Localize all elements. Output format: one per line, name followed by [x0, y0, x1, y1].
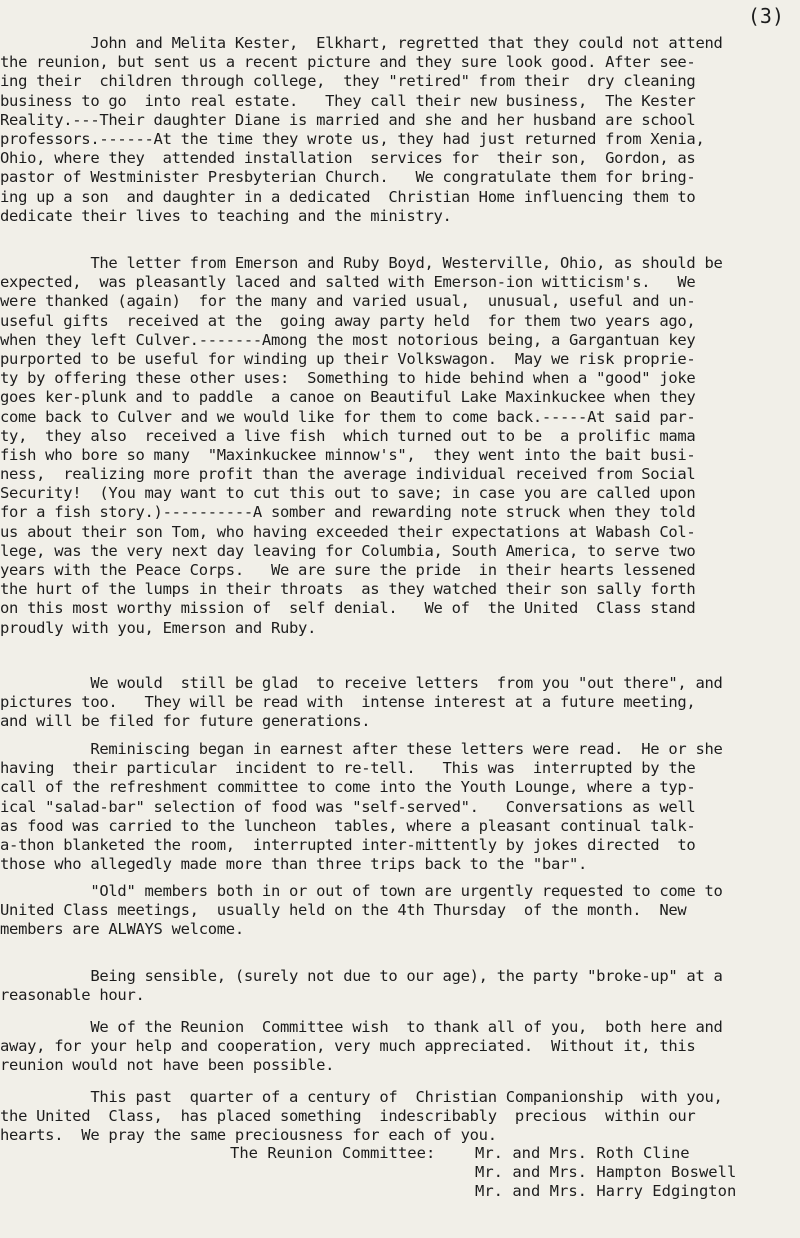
text-line: dedicate their lives to teaching and the ministry.	[0, 206, 452, 225]
text-line: those who allegedly made more than three trips back to the "bar".	[0, 855, 588, 874]
text-line: ing their children through college, they "retired" from their dry cleaning	[0, 72, 696, 91]
paragraph	[0, 1088, 800, 1146]
text-line: professors.------At the time they wrote us, they had just returned from Xenia,	[0, 129, 705, 148]
text-line: us about their son Tom, who having exceeded their expectations at Wabash Col-	[0, 522, 696, 541]
text-line: expected, was pleasantly laced and salted with Emerson-ion witticism's. We	[0, 273, 696, 292]
paragraph	[0, 967, 800, 1005]
text-line: fish who bore so many "Maxinkuckee minnow's", they went into the bait busi-	[0, 445, 696, 464]
text-line: Reminiscing began in earnest after these letters were read. He or she	[0, 740, 723, 758]
text-line: pastor of Westminister Presbyterian Church. We congratulate them for bring-	[0, 168, 696, 187]
paragraph	[0, 674, 800, 732]
text-line: business to go into real estate. They call their new business, The Kester	[0, 91, 696, 110]
text-line: We would still be glad to receive letters from you "out there", and	[0, 674, 723, 692]
page-number: (3)	[747, 4, 784, 28]
text-line: Security! (You may want to cut this out to save; in case you are called upon	[0, 484, 696, 503]
text-line: The letter from Emerson and Ruby Boyd, Westerville, Ohio, as should be	[0, 254, 723, 272]
paragraph	[0, 34, 800, 226]
signature-row	[0, 1182, 800, 1201]
signatory-name: Mr. and Mrs. Harry Edgington	[475, 1182, 737, 1201]
text-line: pictures too. They will be read with intense interest at a future meeting,	[0, 693, 696, 712]
text-line: the hurt of the lumps in their throats as they watched their son sally forth	[0, 580, 696, 599]
signatory-name: Mr. and Mrs. Roth Cline	[475, 1144, 690, 1162]
text-line: as food was carried to the luncheon tables, where a pleasant continual talk-	[0, 816, 696, 835]
text-line: ty, they also received a live fish which turned out to be a prolific mama	[0, 426, 696, 445]
text-line: a-thon blanketed the room, interrupted inter-mittently by jokes directed to	[0, 835, 696, 854]
paragraph	[0, 882, 800, 940]
text-line: goes ker-plunk and to paddle a canoe on Beautiful Lake Maxinkuckee when they	[0, 388, 696, 407]
text-line: useful gifts received at the going away party held for them two years ago,	[0, 311, 696, 330]
text-line: on this most worthy mission of self denial. We of the United Class stand	[0, 599, 696, 618]
text-line: and will be filed for future generations.	[0, 712, 371, 731]
signature-row	[0, 1144, 800, 1163]
text-line: proudly with you, Emerson and Ruby.	[0, 618, 317, 637]
text-line: We of the Reunion Committee wish to thank all of you, both here and	[0, 1018, 723, 1036]
text-line: years with the Peace Corps. We are sure the pride in their hearts lessened	[0, 561, 696, 579]
text-line: Ohio, where they attended installation services for their son, Gordon, as	[0, 149, 696, 168]
signature-label: The Reunion Committee:	[230, 1144, 436, 1162]
text-line: United Class meetings, usually held on the 4th Thursday of the month. New	[0, 901, 687, 920]
text-line: John and Melita Kester, Elkhart, regretted that they could not attend	[0, 34, 723, 52]
text-line: ical "salad-bar" selection of food was "self-served". Conversations as well	[0, 797, 696, 816]
text-line: come back to Culver and we would like for them to come back.-----At said par-	[0, 407, 696, 426]
text-line: call of the refreshment committee to come into the Youth Lounge, where a typ-	[0, 778, 696, 797]
text-line: ty by offering these other uses: Something to hide behind when a "good" joke	[0, 369, 696, 388]
paragraph	[0, 740, 800, 874]
text-line: reunion would not have been possible.	[0, 1056, 335, 1075]
text-line: Reality.---Their daughter Diane is married and she and her husband are school	[0, 110, 696, 129]
text-line: This past quarter of a century of Christian Companionship with you,	[0, 1088, 723, 1106]
text-line: having their particular incident to re-tell. This was interrupted by the	[0, 759, 696, 778]
text-line: the reunion, but sent us a recent picture and they sure look good. After see-	[0, 53, 696, 72]
text-line: Being sensible, (surely not due to our age), the party "broke-up" at a	[0, 967, 723, 985]
text-line: members are ALWAYS welcome.	[0, 920, 244, 939]
text-line: purported to be useful for winding up their Volkswagon. May we risk proprie-	[0, 349, 696, 368]
text-line: lege, was the very next day leaving for Columbia, South America, to serve two	[0, 541, 696, 560]
text-line: "Old" members both in or out of town are urgently requested to come to	[0, 882, 723, 900]
text-line: when they left Culver.-------Among the most notorious being, a Gargantuan key	[0, 330, 696, 349]
text-line: for a fish story.)----------A somber and rewarding note struck when they told	[0, 503, 696, 522]
text-line: ness, realizing more profit than the average individual received from Social	[0, 465, 696, 484]
text-line: hearts. We pray the same preciousness for each of you.	[0, 1126, 497, 1145]
signatory-name: Mr. and Mrs. Hampton Boswell	[475, 1163, 737, 1182]
signature-block	[0, 1144, 800, 1202]
text-line: ing up a son and daughter in a dedicated Christian Home influencing them to	[0, 187, 696, 206]
text-line: the United Class, has placed something indescribably precious within our	[0, 1107, 696, 1126]
signature-row	[0, 1163, 800, 1182]
paragraph	[0, 254, 800, 638]
paragraph	[0, 1018, 800, 1076]
text-line: were thanked (again) for the many and varied usual, unusual, useful and un-	[0, 292, 696, 311]
text-line: away, for your help and cooperation, very much appreciated. Without it, this	[0, 1037, 696, 1056]
text-line: reasonable hour.	[0, 986, 145, 1005]
